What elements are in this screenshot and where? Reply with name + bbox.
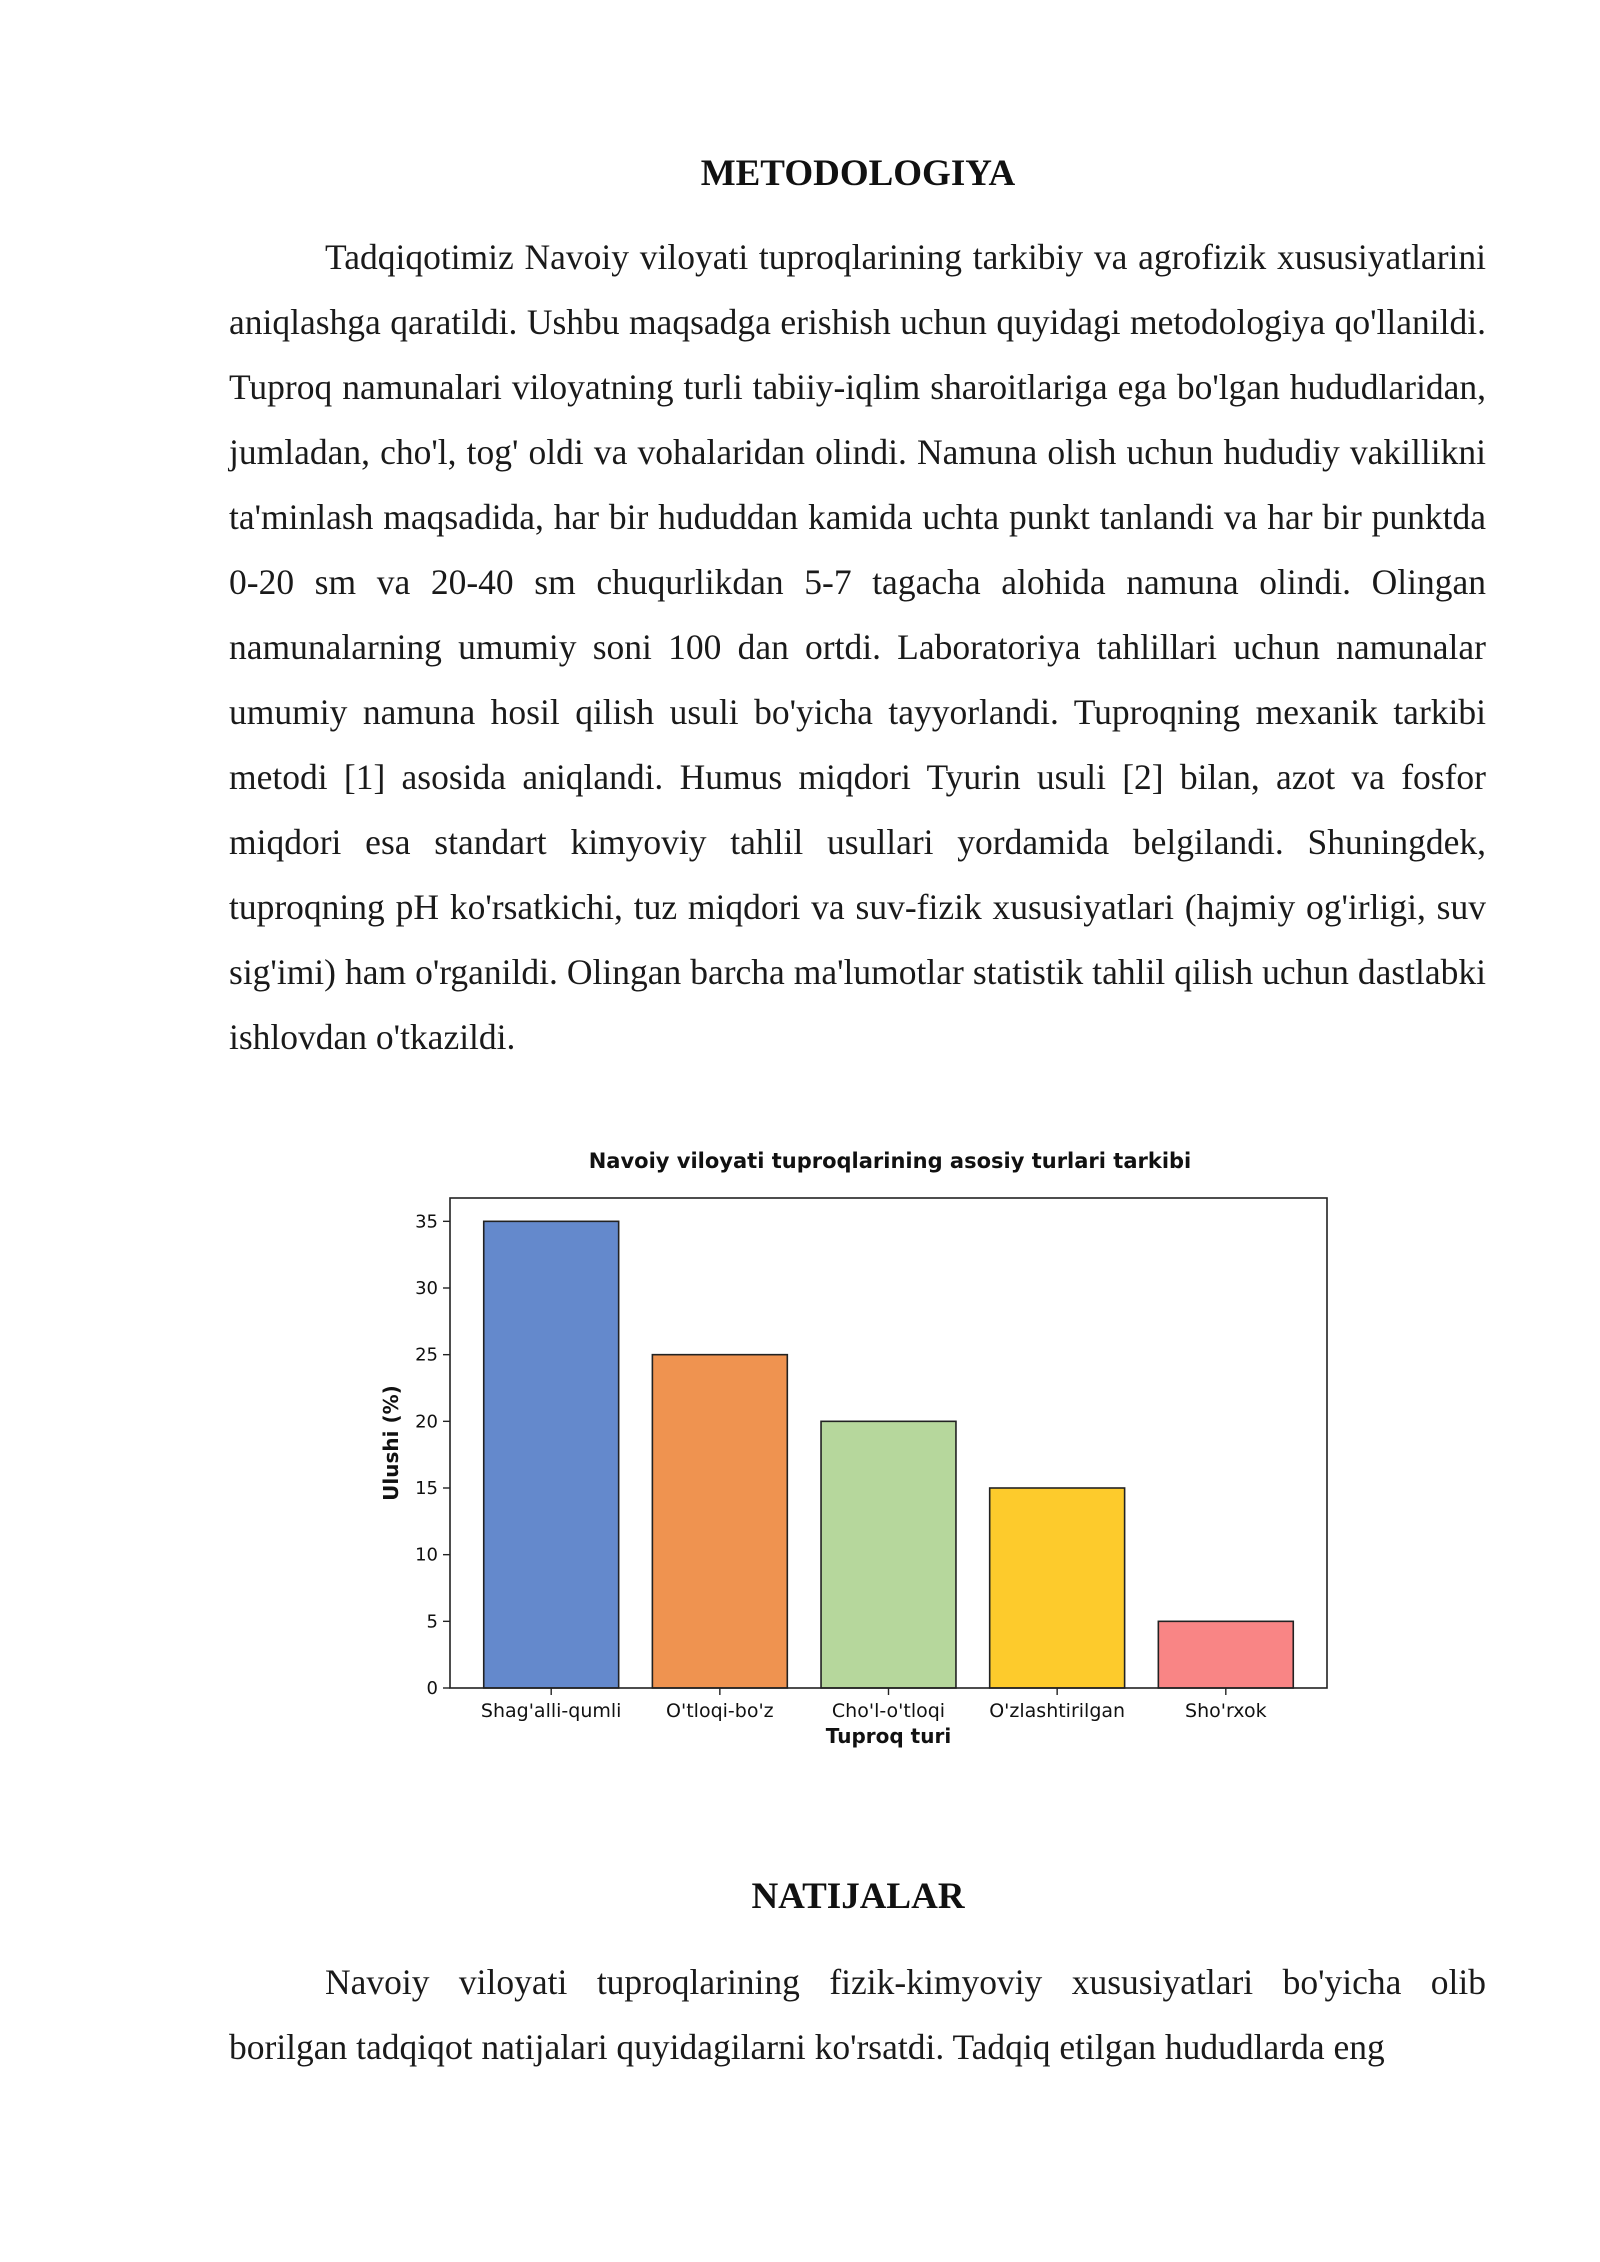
y-axis xyxy=(415,1211,450,1699)
y-tick-label: 15 xyxy=(415,1478,438,1499)
methodology-heading: METODOLOGIYA xyxy=(700,153,1016,194)
results-heading: NATIJALAR xyxy=(751,1876,965,1917)
bars-group xyxy=(484,1221,1294,1688)
y-tick-label: 25 xyxy=(415,1344,438,1366)
y-tick-label: 35 xyxy=(415,1211,438,1233)
y-tick-label: 0 xyxy=(426,1678,438,1699)
x-tick-label: Shag'alli-qumli xyxy=(480,1700,622,1722)
chart-title: Navoiy viloyati tuproqlarining asosiy turlari tarkibi xyxy=(588,1149,1192,1173)
x-tick-label: O'tloqi-bo'z xyxy=(666,1700,774,1722)
results-paragraph: Navoiy viloyati tuproqlarining fizik-kimyoviy xususiyatlari bo'yicha olib borilgan tadqiqot natijalari quyidagilarni ko'rsatdi. Tadqiq etilgan hududlarda eng xyxy=(229,1962,1486,2067)
bar xyxy=(1158,1621,1293,1688)
bar xyxy=(652,1355,787,1688)
x-tick-label: Cho'l-o'tloqi xyxy=(831,1700,946,1722)
x-tick-label: O'zlashtirilgan xyxy=(989,1700,1126,1722)
bar xyxy=(484,1221,619,1688)
soil-types-bar-chart xyxy=(360,1140,1340,1760)
y-tick-label: 5 xyxy=(426,1611,438,1633)
chart-svg xyxy=(360,1140,1340,1760)
y-axis-label: Ulushi (%) xyxy=(379,1385,403,1501)
y-tick-label: 30 xyxy=(415,1278,438,1299)
y-tick-label: 20 xyxy=(415,1411,438,1433)
bar xyxy=(821,1421,956,1688)
bar xyxy=(990,1488,1125,1688)
x-axis xyxy=(481,1688,1267,1722)
y-tick-label: 10 xyxy=(415,1544,438,1566)
methodology-paragraph: Tadqiqotimiz Navoiy viloyati tuproqlarining tarkibiy va agrofizik xususiyatlarini aniqlashga qaratildi. Ushbu maqsadga erishish uchun quyidagi metodologiya qo'llanildi. Tuproq namunalari viloyatning turli tabiiy-iqlim sharoitlariga ega bo'lgan hududlaridan, jumladan, cho'l, tog' oldi va vohalaridan olindi. Namuna olish uchun hududiy vakillikni ta'minlash maqsadida, har bir hududdan kamida uchta punkt tanlandi va har bir punktda 0-20 sm va 20-40 sm chuqurlikdan 5-7 tagacha alohida namuna olindi. Olingan namunalarning umumiy soni 100 dan ortdi. Laboratoriya tahlillari uchun namunalar umumiy namuna hosil qilish usuli bo'yicha tayyorlandi. Tuproqning mexanik tarkibi metodi [1] asosida aniqlandi. Humus miqdori Tyurin usuli [2] bilan, azot va fosfor miqdori esa standart kimyoviy tahlil usullari yordamida belgilandi. Shuningdek, tuproqning pH ko'rsatkichi, tuz miqdori va suv-fizik xususiyatlari (hajmiy og'irligi, suv sig'imi) ham o'rganildi. Olingan barcha ma'lumotlar statistik tahlil qilish uchun dastlabki ishlovdan o'tkazildi. xyxy=(229,237,1486,1057)
x-axis-label: Tuproq turi xyxy=(825,1724,952,1748)
x-tick-label: Sho'rxok xyxy=(1185,1700,1267,1722)
